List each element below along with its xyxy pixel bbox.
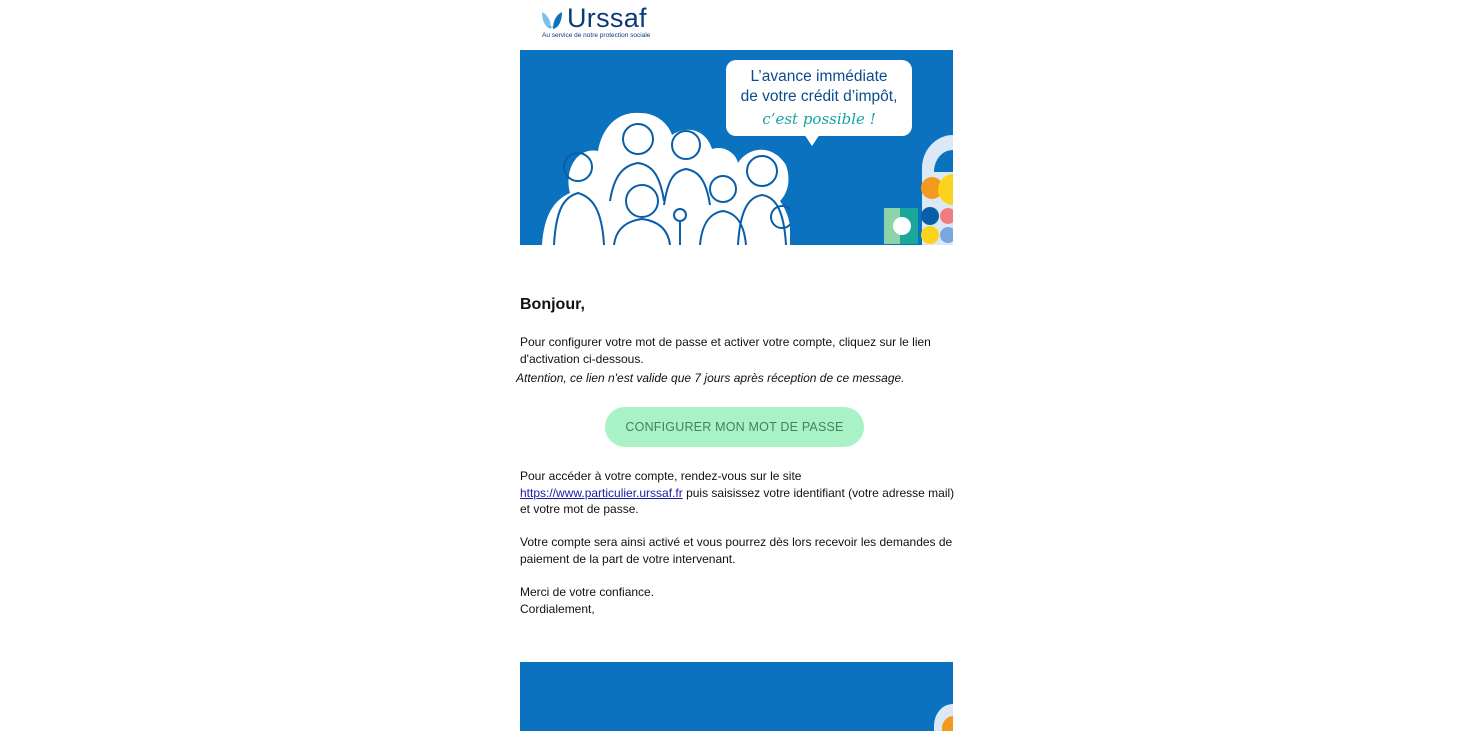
urssaf-logo-icon (540, 8, 564, 32)
greeting: Bonjour, (520, 296, 585, 313)
banner-line-2: de votre crédit d’impôt, (740, 88, 898, 105)
closing-block (520, 584, 960, 617)
urssaf-logo (540, 5, 680, 41)
header-banner (520, 50, 953, 245)
particulier-site-link[interactable]: https://www.particulier.urssaf.fr (520, 485, 683, 500)
banner-line-3: c’est possible ! (762, 110, 876, 128)
brand-tagline: Au service de notre protection sociale (542, 32, 651, 39)
configure-password-button[interactable]: CONFIGURER MON MOT DE PASSE (605, 407, 864, 447)
access-text-before: Pour accéder à votre compte, rendez-vous sur le site (520, 469, 802, 483)
thanks-text: Merci de votre confiance. (520, 585, 655, 599)
intro-paragraph: Pour configurer votre mot de passe et activer votre compte, cliquez sur le lien d'activation ci-dessous. (520, 335, 931, 366)
access-text-after: puis saisissez votre identifiant (votre adresse mail) et votre mot de passe. (520, 485, 955, 516)
decorative-shapes (880, 130, 953, 245)
brand-name: Urssaf (567, 3, 647, 33)
footer-decorative-shape (520, 662, 953, 731)
validity-warning: Attention, ce lien n'est valide que 7 jours après réception de ce message. (516, 371, 905, 385)
speech-bubble (726, 60, 912, 136)
closing-text: Cordialement, (520, 601, 595, 616)
banner-line-1: L’avance immédiate (750, 68, 888, 85)
footer-banner (520, 662, 953, 731)
activation-paragraph: Votre compte sera ainsi activé et vous pourrez dès lors recevoir les demandes de paiement de la part de votre intervenant. (520, 535, 953, 566)
access-paragraph (520, 468, 960, 518)
